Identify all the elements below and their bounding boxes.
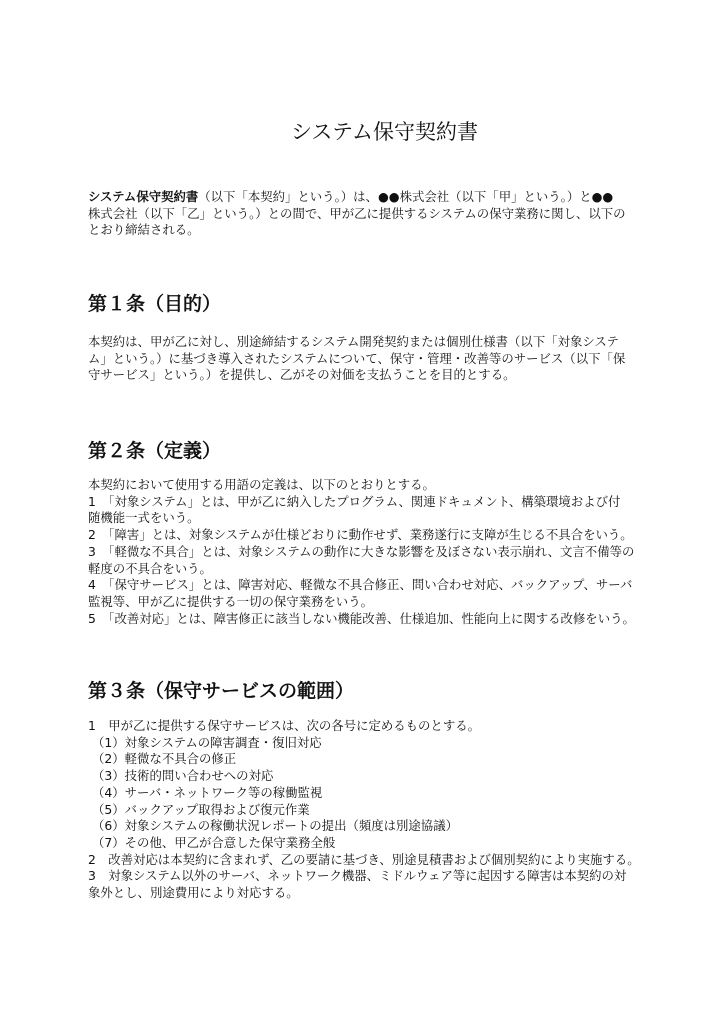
article-2-definition-5: 5 「改善対応」とは、障害修正に該当しない機能改善、仕様追加、性能向上に関する改修をいう。 [88, 610, 635, 626]
article-1-heading: 第１条（目的） [88, 293, 222, 315]
article-3-clause-3: 3 対象システム以外のサーバ、ネットワーク機器、ミドルウェア等に起因する障害は本契約の対 [88, 868, 627, 884]
article-2-definition-1-cont: 随機能一式をいう。 [88, 510, 200, 526]
article-1-line: 本契約は、甲が乙に対し、別途締結するシステム開発契約または個別仕様書（以下「対象システ [88, 334, 619, 349]
intro-bold-lead: システム保守契約書 [88, 189, 199, 204]
article-3-item-4: （4）サーバ・ネットワーク等の稼働監視 [92, 784, 323, 800]
article-3-clause-2: 2 改善対応は本契約に含まれず、乙の要請に基づき、別途見積書および個別契約により実施する。 [88, 851, 640, 867]
intro-line-1-text: （以下「本契約」という。）は、●●株式会社（以下「甲」という。）と●● [198, 189, 614, 204]
intro-line-3: とおり締結される。 [88, 222, 200, 238]
article-2-line: 本契約において使用する用語の定義は、以下のとおりとする。 [88, 477, 435, 492]
article-3-clause-3-cont: 象外とし、別途費用により対応する。 [88, 885, 299, 901]
article-3-item-6: （6）対象システムの稼働状況レポートの提出（頻度は別途協議） [92, 818, 458, 834]
article-2-definition-1: 1 「対象システム」とは、甲が乙に納入したプログラム、関連ドキュメント、構築環境および付 [88, 493, 621, 509]
article-3-item-7: （7）その他、甲乙が合意した保守業務全般 [92, 834, 336, 850]
intro-paragraph [88, 189, 636, 239]
article-1-line: ム」という。）に基づき導入されたシステムについて、保守・管理・改善等のサービス（以下「保 [88, 350, 626, 366]
article-1-line: 守サービス」という。）を提供し、乙がその対価を支払うことを目的とする。 [88, 367, 516, 383]
document-title: システム保守契約書 [291, 120, 478, 144]
article-2-definition-3: 3 「軽微な不具合」とは、対象システムの動作に大きな影響を及ぼさない表示崩れ、文言不備等の [88, 543, 635, 559]
article-2-definition-4: 4 「保守サービス」とは、障害対応、軽微な不具合修正、問い合わせ対応、バックアップ、サーバ [88, 577, 633, 593]
article-3-heading: 第３条（保守サービスの範囲） [88, 680, 355, 702]
intro-line-1 [88, 189, 636, 206]
article-2-body [88, 477, 636, 627]
article-3-item-2: （2）軽微な不具合の修正 [92, 751, 237, 767]
article-3-body [88, 718, 640, 902]
article-3-item-3: （3）技術的問い合わせへの対応 [92, 768, 274, 784]
article-1-body [88, 334, 636, 384]
article-3-clause-1: 1 甲が乙に提供する保守サービスは、次の各号に定めるものとする。 [88, 718, 480, 733]
article-2-definition-4-cont: 監視等、甲が乙に提供する一切の保守業務をいう。 [88, 593, 373, 609]
article-2-definition-3-cont: 軽度の不具合をいう。 [88, 560, 212, 576]
article-2-definition-2: 2 「障害」とは、対象システムが仕様どおりに動作せず、業務遂行に支障が生じる不具合をいう。 [88, 527, 633, 543]
article-2-heading: 第２条（定義） [88, 440, 222, 462]
article-3-item-1: （1）対象システムの障害調査・復旧対応 [92, 734, 322, 750]
intro-line-2: 株式会社（以下「乙」という。）との間で、甲が乙に提供するシステムの保守業務に関し、以下の [88, 205, 626, 221]
article-3-item-5: （5）バックアップ取得および復元作業 [92, 801, 310, 817]
